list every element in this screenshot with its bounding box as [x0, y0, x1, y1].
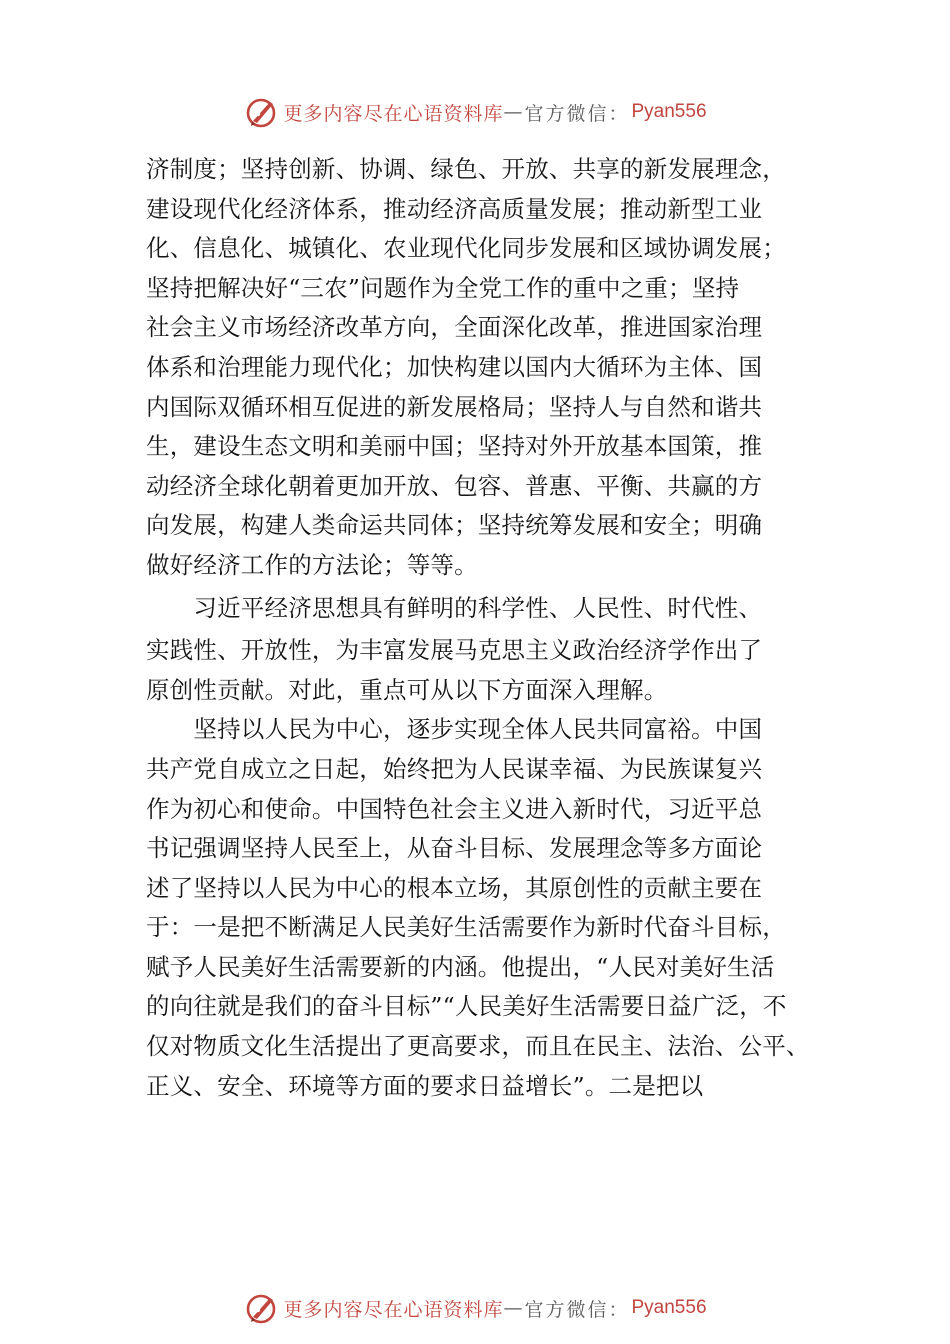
text-line: 化、信息化、城镇化、农业现代化同步发展和区域协调发展；	[146, 234, 786, 263]
brush-logo-icon	[243, 1290, 279, 1326]
text-line: 体系和治理能力现代化；加快构建以国内大循环为主体、国	[146, 352, 763, 381]
text-line: 作为初心和使命。中国特色社会主义进入新时代，习近平总	[146, 794, 763, 823]
footer-watermark-id: Pyan556	[631, 1297, 707, 1318]
text-line: 述了坚持以人民为中心的根本立场，其原创性的贡献主要在	[146, 873, 763, 902]
text-line: 济制度；坚持创新、协调、绿色、开放、共享的新发展理念，	[146, 155, 786, 183]
document-body	[146, 150, 866, 1106]
header-watermark-label: 官方微信：	[524, 102, 630, 125]
header-watermark-id: Pyan556	[631, 101, 707, 122]
text-line: 社会主义市场经济改革方向，全面深化改革，推进国家治理	[146, 313, 763, 342]
footer-watermark-title: 更多内容尽在心语资料库	[283, 1298, 504, 1321]
text-line: 仅对物质文化生活提出了更高要求，而且在民主、法治、公平、	[146, 1032, 810, 1061]
text-line: 坚持把解决好“三农”问题作为全党工作的重中之重；坚持	[146, 273, 740, 302]
text-line: 共产党自成立之日起，始终把为人民谋幸福、为民族谋复兴	[146, 754, 763, 783]
text-line: 习近平经济思想具有鲜明的科学性、人民性、时代性、	[146, 593, 763, 622]
brush-logo-icon	[243, 94, 279, 130]
text-line: 内国际双循环相互促进的新发展格局；坚持人与自然和谐共	[146, 392, 763, 421]
text-line: 做好经济工作的方法论；等等。	[146, 550, 478, 579]
text-line: 的向往就是我们的奋斗目标”“人民美好生活需要日益广泛，不	[146, 992, 787, 1021]
text-line: 书记强调坚持人民至上，从奋斗目标、发展理念等多方面论	[146, 834, 763, 863]
header-watermark	[0, 92, 950, 132]
text-line: 赋予人民美好生活需要新的内涵。他提出，“人民对美好生活	[146, 952, 775, 981]
text-line: 实践性、开放性，为丰富发展马克思主义政治经济学作出了	[146, 636, 763, 665]
text-line: 原创性贡献。对此，重点可从以下方面深入理解。	[146, 675, 668, 704]
header-watermark-title: 更多内容尽在心语资料库	[283, 102, 504, 125]
text-line: 动经济全球化朝着更加开放、包容、普惠、平衡、共赢的方	[146, 471, 763, 500]
header-watermark-dash: —	[503, 101, 525, 123]
text-line: 坚持以人民为中心，逐步实现全体人民共同富裕。中国	[146, 715, 763, 744]
footer-watermark	[0, 1288, 950, 1328]
footer-watermark-dash: —	[503, 1297, 525, 1319]
text-line: 建设现代化经济体系，推动经济高质量发展；推动新型工业	[146, 194, 763, 223]
text-line: 向发展，构建人类命运共同体；坚持统筹发展和安全；明确	[146, 511, 763, 540]
text-line: 生，建设生态文明和美丽中国；坚持对外开放基本国策，推	[146, 432, 763, 461]
footer-watermark-label: 官方微信：	[524, 1298, 630, 1321]
text-line: 正义、安全、环境等方面的要求日益增长”。二是把以	[146, 1071, 704, 1100]
text-line: 于：一是把不断满足人民美好生活需要作为新时代奋斗目标，	[146, 913, 786, 942]
